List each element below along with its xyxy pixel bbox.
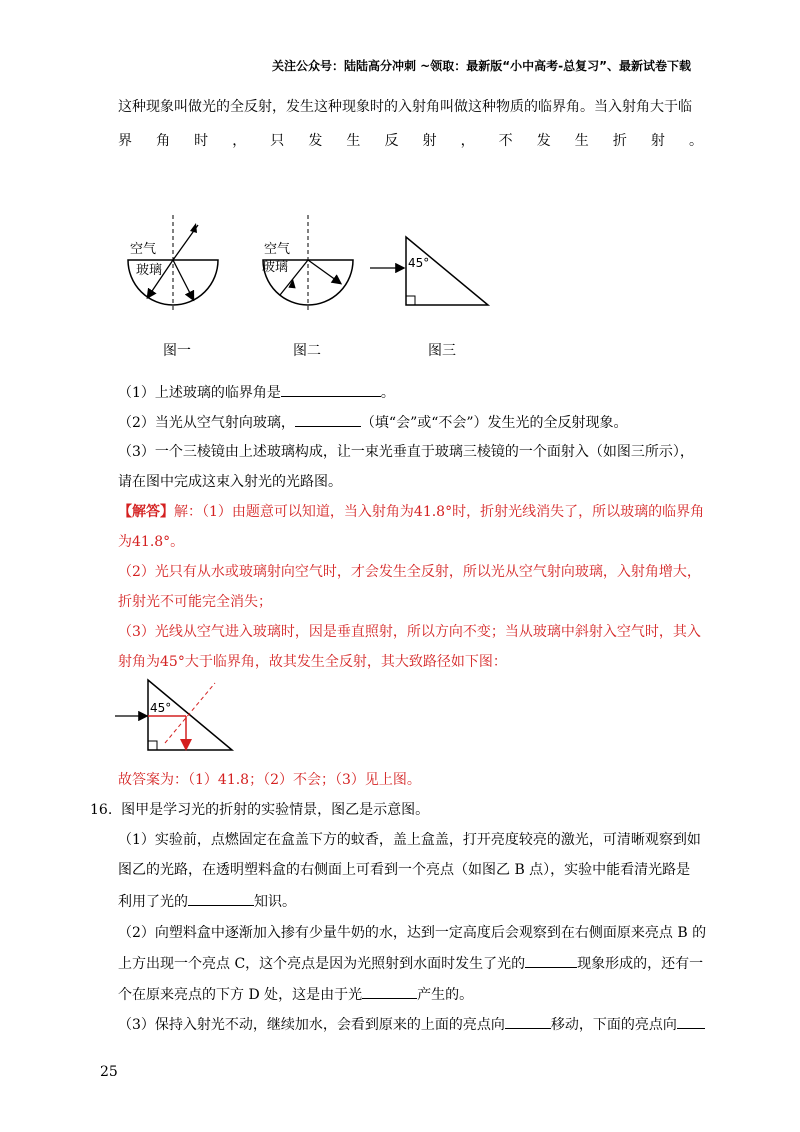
question-3-line-1: （3）一个三棱镜由上述玻璃构成，让一束光垂直于玻璃三棱镜的一个面射入（如图三所示）， (118, 444, 694, 460)
intro-line-2-char: 射 (650, 133, 665, 149)
intro-line-2-char: 生 (346, 133, 361, 149)
answer-1-line-2: 为41.8°。 (118, 534, 185, 550)
q16-p1-line-2: 图乙的光路，在透明塑料盒的右侧面上可看到一个亮点（如图乙 B 点），实验中能看清光路是 (118, 862, 691, 878)
answer-figure (110, 675, 250, 755)
fig3-prism (406, 237, 488, 305)
intro-line-2-char: 时 (194, 133, 209, 149)
fig3-right-angle (406, 296, 415, 305)
intro-line-2-char: 发 (308, 133, 323, 149)
answer-2-line-2: 折射光不可能完全消失； (118, 594, 272, 610)
intro-line-2-char: ， (232, 133, 247, 149)
fig3-caption: 图三 (428, 343, 456, 359)
intro-line-2-char: ， (460, 133, 475, 149)
intro-line-2-char: 生 (574, 133, 589, 149)
answer-label: 【解答】 (118, 504, 174, 520)
q16-p2-line-3: 个在原来亮点的下方 D 处，这是由于光 产生的。 (118, 984, 473, 1005)
q16-p3-blank-1 (505, 1014, 551, 1029)
fig1-caption: 图一 (163, 343, 191, 359)
fig3-angle-label: 45° (408, 256, 430, 270)
answer-angle-label: 45° (150, 701, 172, 715)
q16-p3-line-1: （3）保持入射光不动，继续加水，会看到原来的上面的亮点向 移动，下面的亮点向 (118, 1014, 705, 1035)
intro-line-2-char: 反 (384, 133, 399, 149)
figure-three (370, 237, 488, 305)
intro-line-2-char: 折 (612, 133, 627, 149)
fig1-glass-label: 玻璃 (136, 263, 163, 278)
answer-normal-line (165, 683, 215, 743)
fig2-glass-label: 玻璃 (262, 260, 289, 275)
q16-p1-line-1: （1）实验前，点燃固定在盒盖下方的蚊香，盖上盒盖，打开亮度较亮的激光，可清晰观察到如 (118, 832, 701, 848)
q16-p2-blank-2 (362, 984, 417, 999)
intro-line-2-char: 只 (270, 133, 285, 149)
intro-line-2-char: 发 (536, 133, 551, 149)
q16-intro: 16. 图甲是学习光的折射的实验情景，图乙是示意图。 (90, 802, 430, 818)
page-number: 25 (100, 1064, 118, 1080)
fig1-air-label: 空气 (130, 242, 157, 257)
answer-3-line-2: 射角为45°大于临界角，故其发生全反射，其大致路径如下图： (118, 654, 507, 670)
q16-p3-blank-2 (677, 1014, 705, 1029)
intro-line-1: 这种现象叫做光的全反射，发生这种现象时的入射角叫做这种物质的临界角。当入射角大于临 (118, 99, 692, 115)
q16-p1-blank (188, 891, 254, 906)
fig2-air-label: 空气 (264, 242, 291, 257)
final-answer: 故答案为：（1）41.8；（2）不会；（3）见上图。 (118, 772, 421, 788)
intro-line-2-char: 不 (498, 133, 513, 149)
answer-3-line-1: （3）光线从空气进入玻璃时，因是垂直照射，所以方向不变；当从玻璃中斜射入空气时，其入 (118, 624, 701, 640)
fig1-reflected-ray (173, 260, 193, 299)
intro-line-2 (118, 131, 703, 151)
answer-1-line-1: 【解答】解：（1）由题意可以知道，当入射角为41.8°时，折射光线消失了，所以玻璃的临界角 (118, 504, 705, 520)
fig2-reflected-ray (308, 260, 340, 283)
q2-blank (295, 412, 361, 427)
fig2-caption: 图二 (293, 343, 321, 359)
question-2: （2）当光从空气射向玻璃， （填“会”或“不会”）发生光的全反射现象。 (118, 412, 628, 433)
figure-two (262, 215, 353, 310)
q16-p2-blank-1 (525, 953, 577, 968)
answer-2-line-1: （2）光只有从水或玻璃射向空气时，才会发生全反射，所以光从空气射向玻璃，入射角增大， (118, 564, 701, 580)
figures-row (118, 215, 498, 360)
figure-one (128, 215, 218, 310)
page-header: 关注公众号：陆陆高分冲刺 ~领取：最新版“小中高考-总复习”、最新试卷下载 (272, 59, 691, 73)
q16-p1-line-3: 利用了光的 知识。 (118, 891, 296, 912)
q16-p2-line-1: （2）向塑料盒中逐渐加入掺有少量牛奶的水，达到一定高度后会观察到在右侧面原来亮点 B 的 (118, 925, 707, 941)
question-3-line-2: 请在图中完成这束入射光的光路图。 (118, 474, 342, 490)
question-1: （1）上述玻璃的临界角是 。 (118, 382, 395, 403)
answer-right-angle (148, 741, 157, 750)
intro-line-2-char: 界 (118, 133, 132, 149)
intro-line-2-char: 角 (156, 133, 171, 149)
q1-blank (281, 382, 381, 397)
fig1-incident-arrow (190, 223, 197, 233)
answer-prism (148, 680, 232, 750)
intro-line-2-char: 。 (688, 133, 703, 149)
q16-p2-line-2: 上方出现一个亮点 C，这个亮点是因为光照射到水面时发生了光的 现象形成的，还有一 (118, 953, 703, 974)
intro-line-2-char: 射 (422, 133, 437, 149)
